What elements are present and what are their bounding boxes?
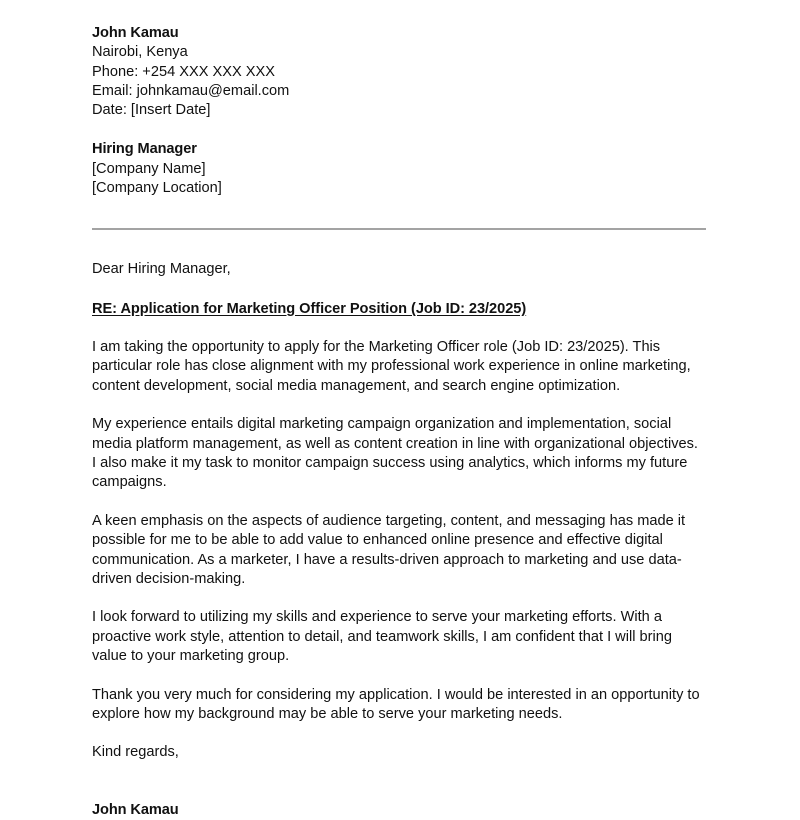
sender-name: John Kamau <box>92 25 179 41</box>
letter-date: Date: [Insert Date] <box>92 102 211 119</box>
salutation: Dear Hiring Manager, <box>92 261 231 278</box>
closing-salutation: Kind regards, <box>92 744 179 761</box>
sender-email: Email: johnkamau@email.com <box>92 82 290 99</box>
body-paragraph: I look forward to utilizing my skills and experience to serve your marketing efforts. With a proactive work style, attention to detail, and teamwork skills, I am confident that I will bring value to your marketing group. <box>92 609 672 665</box>
body-paragraph: Thank you very much for considering my application. I would be interested in an opportunity to explore how my background may be able to serve your marketing needs. <box>92 686 700 723</box>
subject-line: RE: Application for Marketing Officer Position (Job ID: 23/2025) <box>92 300 527 317</box>
signature-name: John Kamau <box>92 801 179 818</box>
letter-content <box>92 24 706 820</box>
sender-location: Nairobi, Kenya <box>92 44 188 61</box>
sender-phone: Phone: +254 XXX XXX XXX <box>92 63 275 80</box>
letter-body <box>92 338 706 725</box>
recipient-company-location: [Company Location] <box>92 180 222 197</box>
sender-address-block <box>92 24 706 120</box>
recipient-company-name: [Company Name] <box>92 160 206 177</box>
body-paragraph: A keen emphasis on the aspects of audience targeting, content, and messaging has made it possible for me to be able to add value to enhanced online presence and effective digital communication. As a marketer, I have a results-driven approach to marketing and use data-driven decision-making. <box>92 512 686 588</box>
body-paragraph: I am taking the opportunity to apply for the Marketing Officer role (Job ID: 23/2025). This particular role has close alignment with my professional work experience in online marketing, content development, social media management, and search engine optimization. <box>92 338 691 394</box>
horizontal-divider <box>92 228 706 230</box>
recipient-title: Hiring Manager <box>92 141 197 158</box>
address-block-spacer <box>92 120 706 140</box>
recipient-address-block <box>92 140 706 198</box>
body-paragraph: My experience entails digital marketing campaign organization and implementation, social media platform management, as well as content creation in line with organizational objectives. I also make it my task to monitor campaign success using analytics, which informs my future campaigns. <box>92 416 698 491</box>
